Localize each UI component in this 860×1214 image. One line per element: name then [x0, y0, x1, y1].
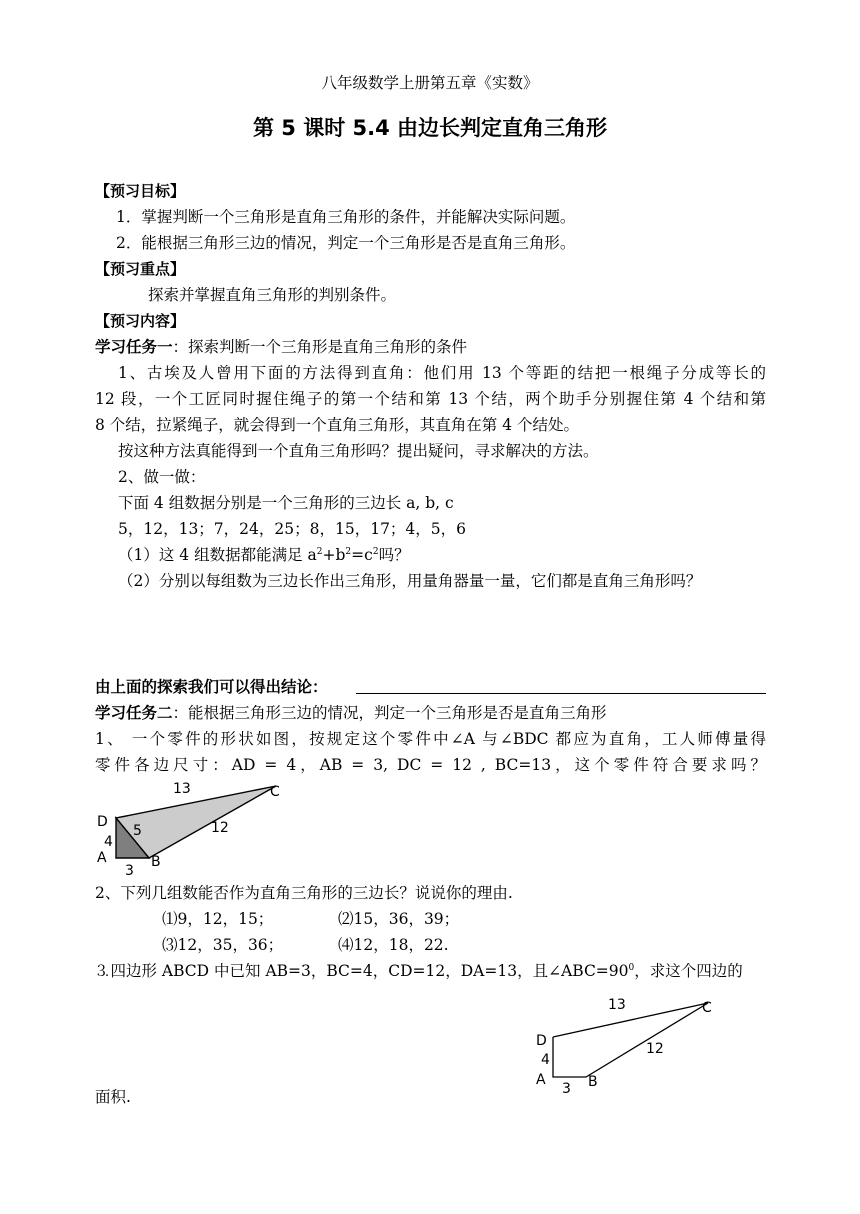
problem2-option-3: ⑶12，35，36；	[162, 936, 284, 954]
fig2-label-dc: 13	[608, 997, 626, 1013]
fig2-label-d: D	[536, 1033, 547, 1049]
problem2-option-2: ⑵15，36，39；	[338, 910, 460, 928]
fig1-label-ad: 4	[104, 834, 113, 850]
task1-title-text: ：探索判断一个三角形是直角三角形的条件	[172, 338, 468, 356]
fig1-label-bd: 5	[133, 823, 142, 839]
task2-problem1-line-1: 1、 一个零件的形状如图，按规定这个零件中∠A 与∠BDC 都应为直角，工人师傅量得	[95, 730, 766, 748]
q1-exp-b: 2	[345, 547, 352, 557]
part-figure	[90, 776, 290, 880]
problem3-text-b: ，求这个四边的	[634, 962, 743, 980]
fig2-label-ab: 3	[562, 1081, 571, 1094]
task1-question: 按这种方法真能得到一个直角三角形吗？提出疑问，寻求解决的方法。	[118, 442, 599, 460]
fig1-label-d: D	[97, 814, 108, 830]
task1-title	[95, 336, 467, 358]
task2-problem1-line-2: 零件各边尺寸：AD = 4，AB = 3, DC = 12 , BC=13，这个零件符合要求吗？	[95, 756, 766, 774]
task1-para-line-3: 8 个结，拉紧绳子，就会得到一个直角三角形，其直角在第 4 个结处。	[95, 416, 580, 434]
q1-prefix: （1）这 4 组数据都能满足	[118, 546, 308, 564]
q1-suffix: 吗？	[378, 546, 410, 564]
task1-activity-heading: 2、做一做：	[118, 468, 206, 486]
task1-para-line-2: 12 段，一个工匠同时握住绳子的第一个结和第 13 个结，两个助手分别握住第 4 个结和第	[95, 390, 766, 408]
focus-heading: 【预习重点】	[95, 260, 186, 278]
conclusion-label: 由上面的探索我们可以得出结论：	[95, 677, 328, 696]
task1-para-line-1: 1、古埃及人曾用下面的方法得到直角：他们用 13 个等距的结把一根绳子分成等长的	[118, 364, 766, 382]
focus-text: 探索并掌握直角三角形的判别条件。	[148, 286, 397, 304]
task1-activity-intro: 下面 4 组数据分别是一个三角形的三边长 a, b, c	[118, 494, 454, 512]
fig1-label-bc: 12	[211, 820, 229, 836]
goal-item-1: 1．掌握判断一个三角形是直角三角形的条件，并能解决实际问题。	[116, 208, 576, 226]
task1-data-sets: 5，12，13；7，24，25；8，15，17；4，5，6	[118, 520, 467, 538]
q1-b: +b	[322, 546, 346, 564]
task2-problem3-line-2: 面积.	[95, 1088, 131, 1106]
goal-item-2: 2．能根据三角形三边的情况，判定一个三角形是否是直角三角形。	[116, 234, 576, 252]
task2-problem3-line-1	[95, 960, 743, 982]
q1-a: a	[307, 546, 317, 564]
fig1-label-b: B	[151, 854, 161, 870]
fig1-label-dc: 13	[173, 781, 191, 797]
problem2-option-1: ⑴9，12，15；	[162, 910, 274, 928]
problem3-degree: 0	[628, 963, 635, 973]
content-heading: 【预习内容】	[95, 312, 186, 330]
fig1-label-ab: 3	[125, 863, 134, 879]
problem3-text-a: ⒊四边形 ABCD 中已知 AB=3，BC=4，CD=12，DA=13，且∠ABC=90	[95, 962, 629, 980]
fig1-label-a: A	[97, 850, 107, 866]
goals-heading: 【预习目标】	[95, 182, 186, 200]
task1-label: 学习任务一	[95, 337, 173, 356]
fig2-label-ad: 4	[541, 1052, 550, 1068]
task2-title-text: ：能根据三角形三边的情况，判定一个三角形是否是直角三角形	[172, 704, 607, 722]
task1-question-1	[118, 544, 410, 566]
fig2-label-b: B	[588, 1074, 598, 1090]
task2-problem2-heading: 2、下列几组数能否作为直角三角形的三边长？说说你的理由.	[95, 884, 513, 902]
fig2-label-bc: 12	[646, 1041, 664, 1057]
page-header: 八年级数学上册第五章《实数》	[321, 74, 539, 92]
q1-c: =c	[351, 546, 373, 564]
fig2-label-a: A	[536, 1072, 546, 1088]
fig2-label-c: C	[702, 1000, 712, 1016]
problem2-option-4: ⑷12，18，22.	[338, 936, 449, 954]
conclusion-answer-blank[interactable]	[356, 693, 766, 694]
q1-exp-c: 2	[372, 547, 379, 557]
quadrilateral-figure	[530, 990, 720, 1094]
q1-exp-a: 2	[316, 547, 323, 557]
quadrilateral-abcd	[553, 1003, 708, 1077]
fig1-label-c: C	[270, 784, 280, 800]
page-title: 第 5 课时 5.4 由边长判定直角三角形	[252, 116, 608, 140]
task2-title	[95, 702, 607, 724]
task1-question-2: （2）分别以每组数为三边长作出三角形，用量角器量一量，它们都是直角三角形吗？	[118, 572, 702, 590]
task2-label: 学习任务二	[95, 703, 173, 722]
